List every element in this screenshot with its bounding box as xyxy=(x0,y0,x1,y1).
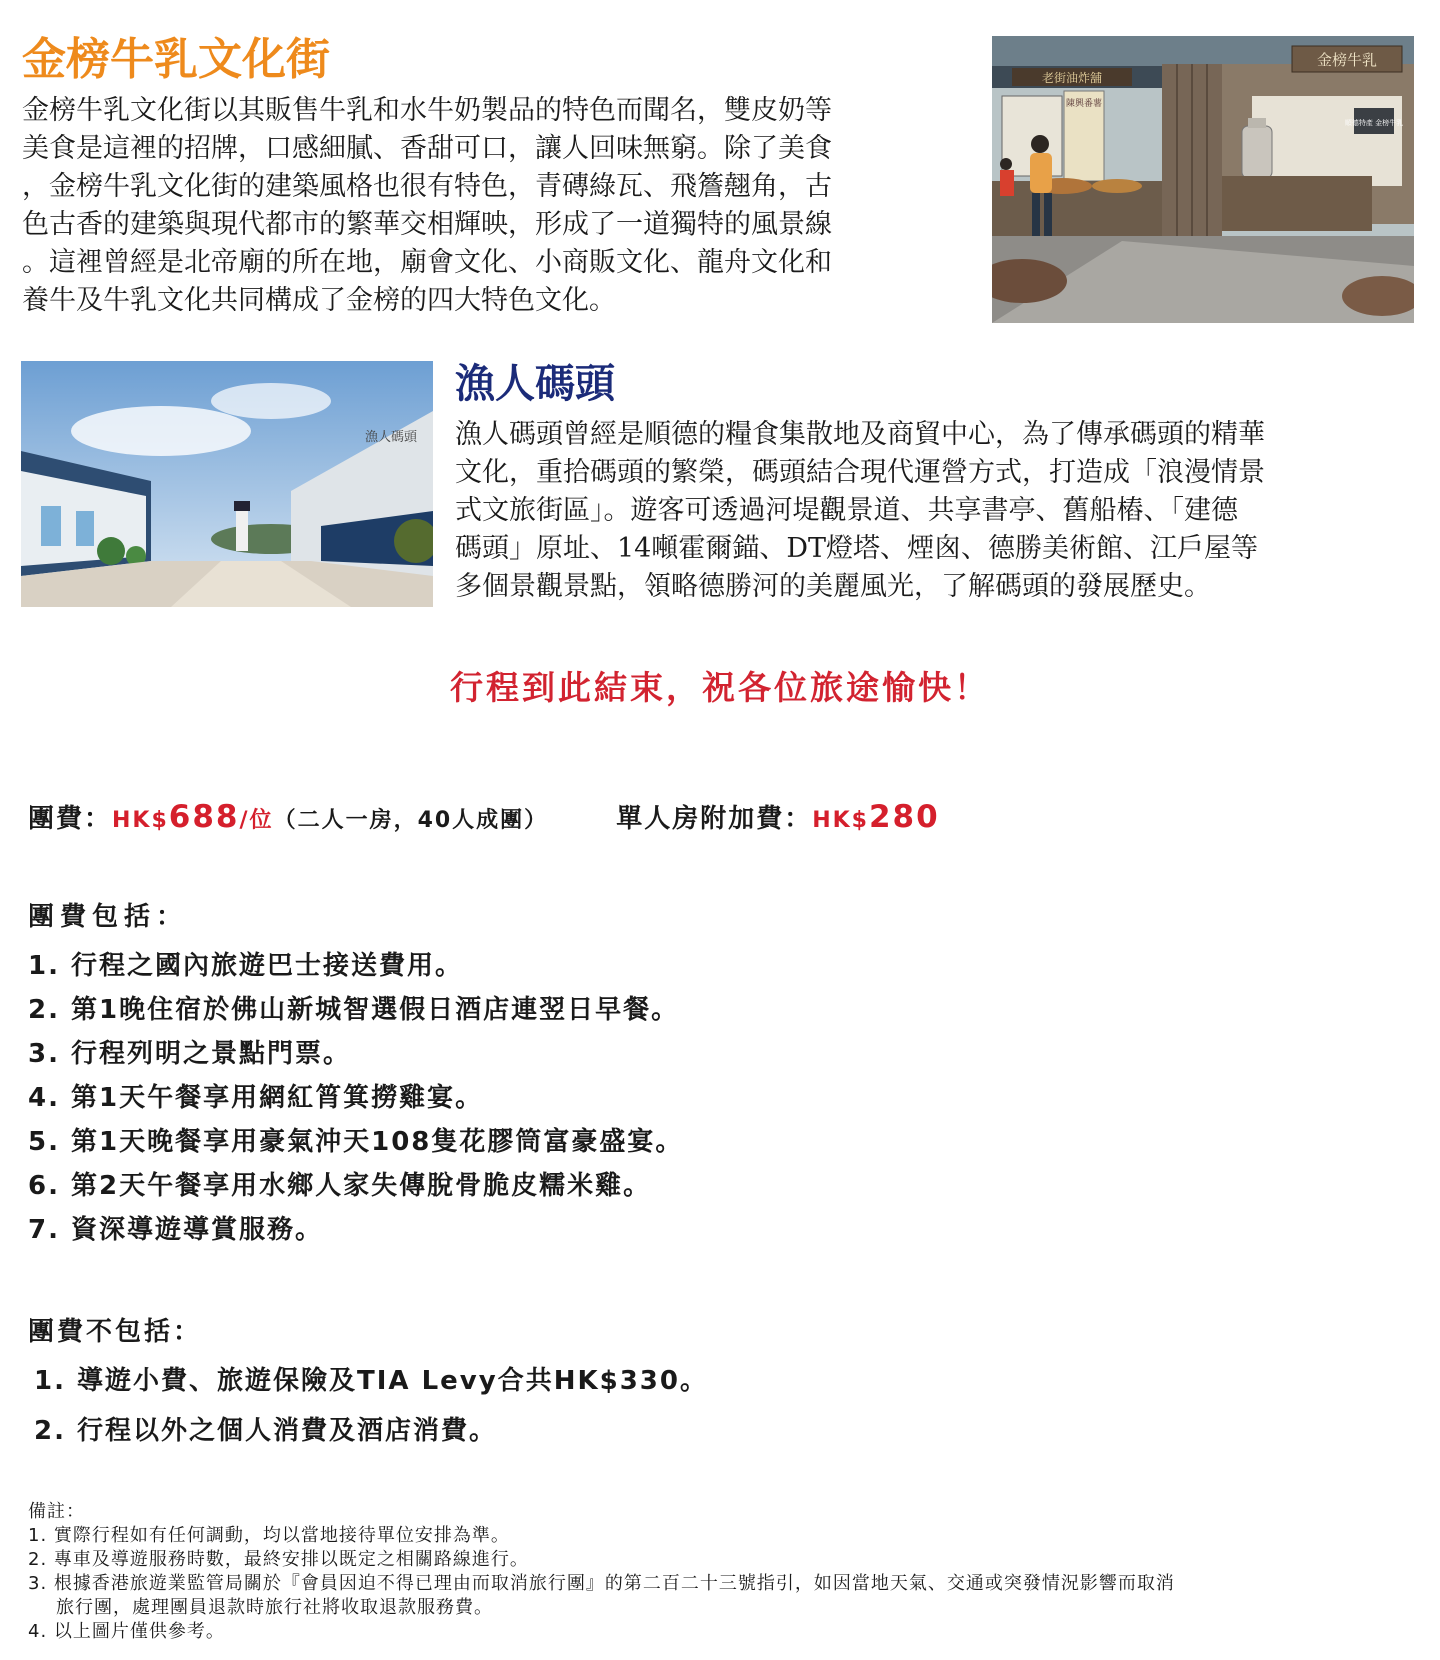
section2-line: 文化，重拾碼頭的繁榮，碼頭結合現代運營方式，打造成「浪漫情景 xyxy=(455,457,1265,488)
section2-line: 多個景觀景點，領略德勝河的美麗風光，了解碼頭的發展歷史。 xyxy=(455,571,1211,602)
single-room-label: 單人房附加費： xyxy=(616,804,813,834)
section1-line: 。這裡曾經是北帝廟的所在地，廟會文化、小商販文化、龍舟文化和 xyxy=(22,247,832,278)
section1-title: 金榜牛乳文化街 xyxy=(22,34,330,85)
remarks-item-continued: 旅行團，處理團員退款時旅行社將收取退款服務費。 xyxy=(56,1597,493,1618)
fee-amount: 688 xyxy=(168,799,240,835)
section2-line: 漁人碼頭曾經是順德的糧食集散地及商貿中心，為了傳承碼頭的精華 xyxy=(455,419,1265,450)
remarks-item: 2. 專車及導遊服務時數，最終安排以既定之相關路線進行。 xyxy=(28,1549,529,1570)
fishermans-wharf-photo xyxy=(21,361,433,607)
photo-sign-stall: 陳興番薯 xyxy=(1065,99,1103,109)
section2-line: 式文旅街區」。遊客可透過河堤觀景道、共享書亭、舊船樁、「建德 xyxy=(455,495,1238,526)
includes-item: 1. 行程之國內旅遊巴士接送費用。 xyxy=(28,951,464,981)
section1-line: 色古香的建築與現代都市的繁華交相輝映，形成了一道獨特的風景線 xyxy=(22,209,832,240)
section1-line: 金榜牛乳文化街以其販售牛乳和水牛奶製品的特色而聞名，雙皮奶等 xyxy=(22,95,832,126)
fee-label: 團費： xyxy=(28,804,113,834)
section1-line: ，金榜牛乳文化街的建築風格也很有特色，青磚綠瓦、飛簷翹角，古 xyxy=(22,171,832,202)
section1-description xyxy=(22,92,982,320)
section2-description xyxy=(455,416,1415,606)
fee-note: （二人一房，40人成團） xyxy=(273,808,549,833)
includes-item: 4. 第1天午餐享用網紅筲箕撈雞宴。 xyxy=(28,1083,484,1113)
fee-row xyxy=(28,798,940,835)
section2-title: 漁人碼頭 xyxy=(455,361,615,407)
single-room-amount: 280 xyxy=(868,799,940,835)
single-room-currency: HK$ xyxy=(812,808,869,833)
excludes-list xyxy=(34,1356,708,1456)
excludes-title: 團費不包括： xyxy=(28,1317,203,1347)
includes-item: 2. 第1晚住宿於佛山新城智選假日酒店連翌日早餐。 xyxy=(28,995,680,1025)
section1-line: 養牛及牛乳文化共同構成了金榜的四大特色文化。 xyxy=(22,285,616,316)
itinerary-end-message: 行程到此結束，祝各位旅途愉快！ xyxy=(450,668,990,707)
fee-currency: HK$ xyxy=(112,808,169,833)
excludes-item: 1. 導遊小費、旅遊保險及TIA Levy合共HK$330。 xyxy=(34,1366,708,1396)
remarks xyxy=(28,1500,1175,1644)
photo-sign-small: 順德特產 金榜牛乳 xyxy=(1344,119,1404,127)
milk-street-illustration xyxy=(992,36,1414,323)
remarks-item: 4. 以上圖片僅供參考。 xyxy=(28,1621,225,1642)
section1-line: 美食是這裡的招牌，口感細膩、香甜可口，讓人回味無窮。除了美食 xyxy=(22,133,832,164)
includes-list xyxy=(28,944,683,1252)
includes-item: 5. 第1天晚餐享用豪氣沖天108隻花膠筒富豪盛宴。 xyxy=(28,1127,684,1157)
includes-item: 6. 第2天午餐享用水鄉人家失傳脫骨脆皮糯米雞。 xyxy=(28,1171,652,1201)
includes-item: 7. 資深導遊導賞服務。 xyxy=(28,1215,324,1245)
remarks-item: 1. 實際行程如有任何調動，均以當地接待單位安排為準。 xyxy=(28,1525,510,1546)
includes-title: 團費包括： xyxy=(28,902,189,932)
fee-unit: /位 xyxy=(239,808,274,833)
section2-line: 碼頭」原址、14噸霍爾錨、DT燈塔、煙囪、德勝美術館、江戶屋等 xyxy=(455,533,1259,564)
remarks-title: 備註： xyxy=(28,1501,85,1522)
wharf-illustration xyxy=(21,361,433,607)
excludes-item: 2. 行程以外之個人消費及酒店消費。 xyxy=(34,1416,498,1446)
wharf-sign: 漁人碼頭 xyxy=(364,430,418,445)
includes-item: 3. 行程列明之景點門票。 xyxy=(28,1039,352,1069)
milk-street-photo xyxy=(992,36,1414,323)
photo-sign-main: 金榜牛乳 xyxy=(1316,51,1378,69)
photo-sign-shop: 老街油炸舖 xyxy=(1041,71,1103,85)
remarks-item: 3. 根據香港旅遊業監管局關於『會員因迫不得已理由而取消旅行團』的第二百二十三號指引，如因當地天氣、交通或突發情況影響而取消 xyxy=(28,1573,1175,1594)
